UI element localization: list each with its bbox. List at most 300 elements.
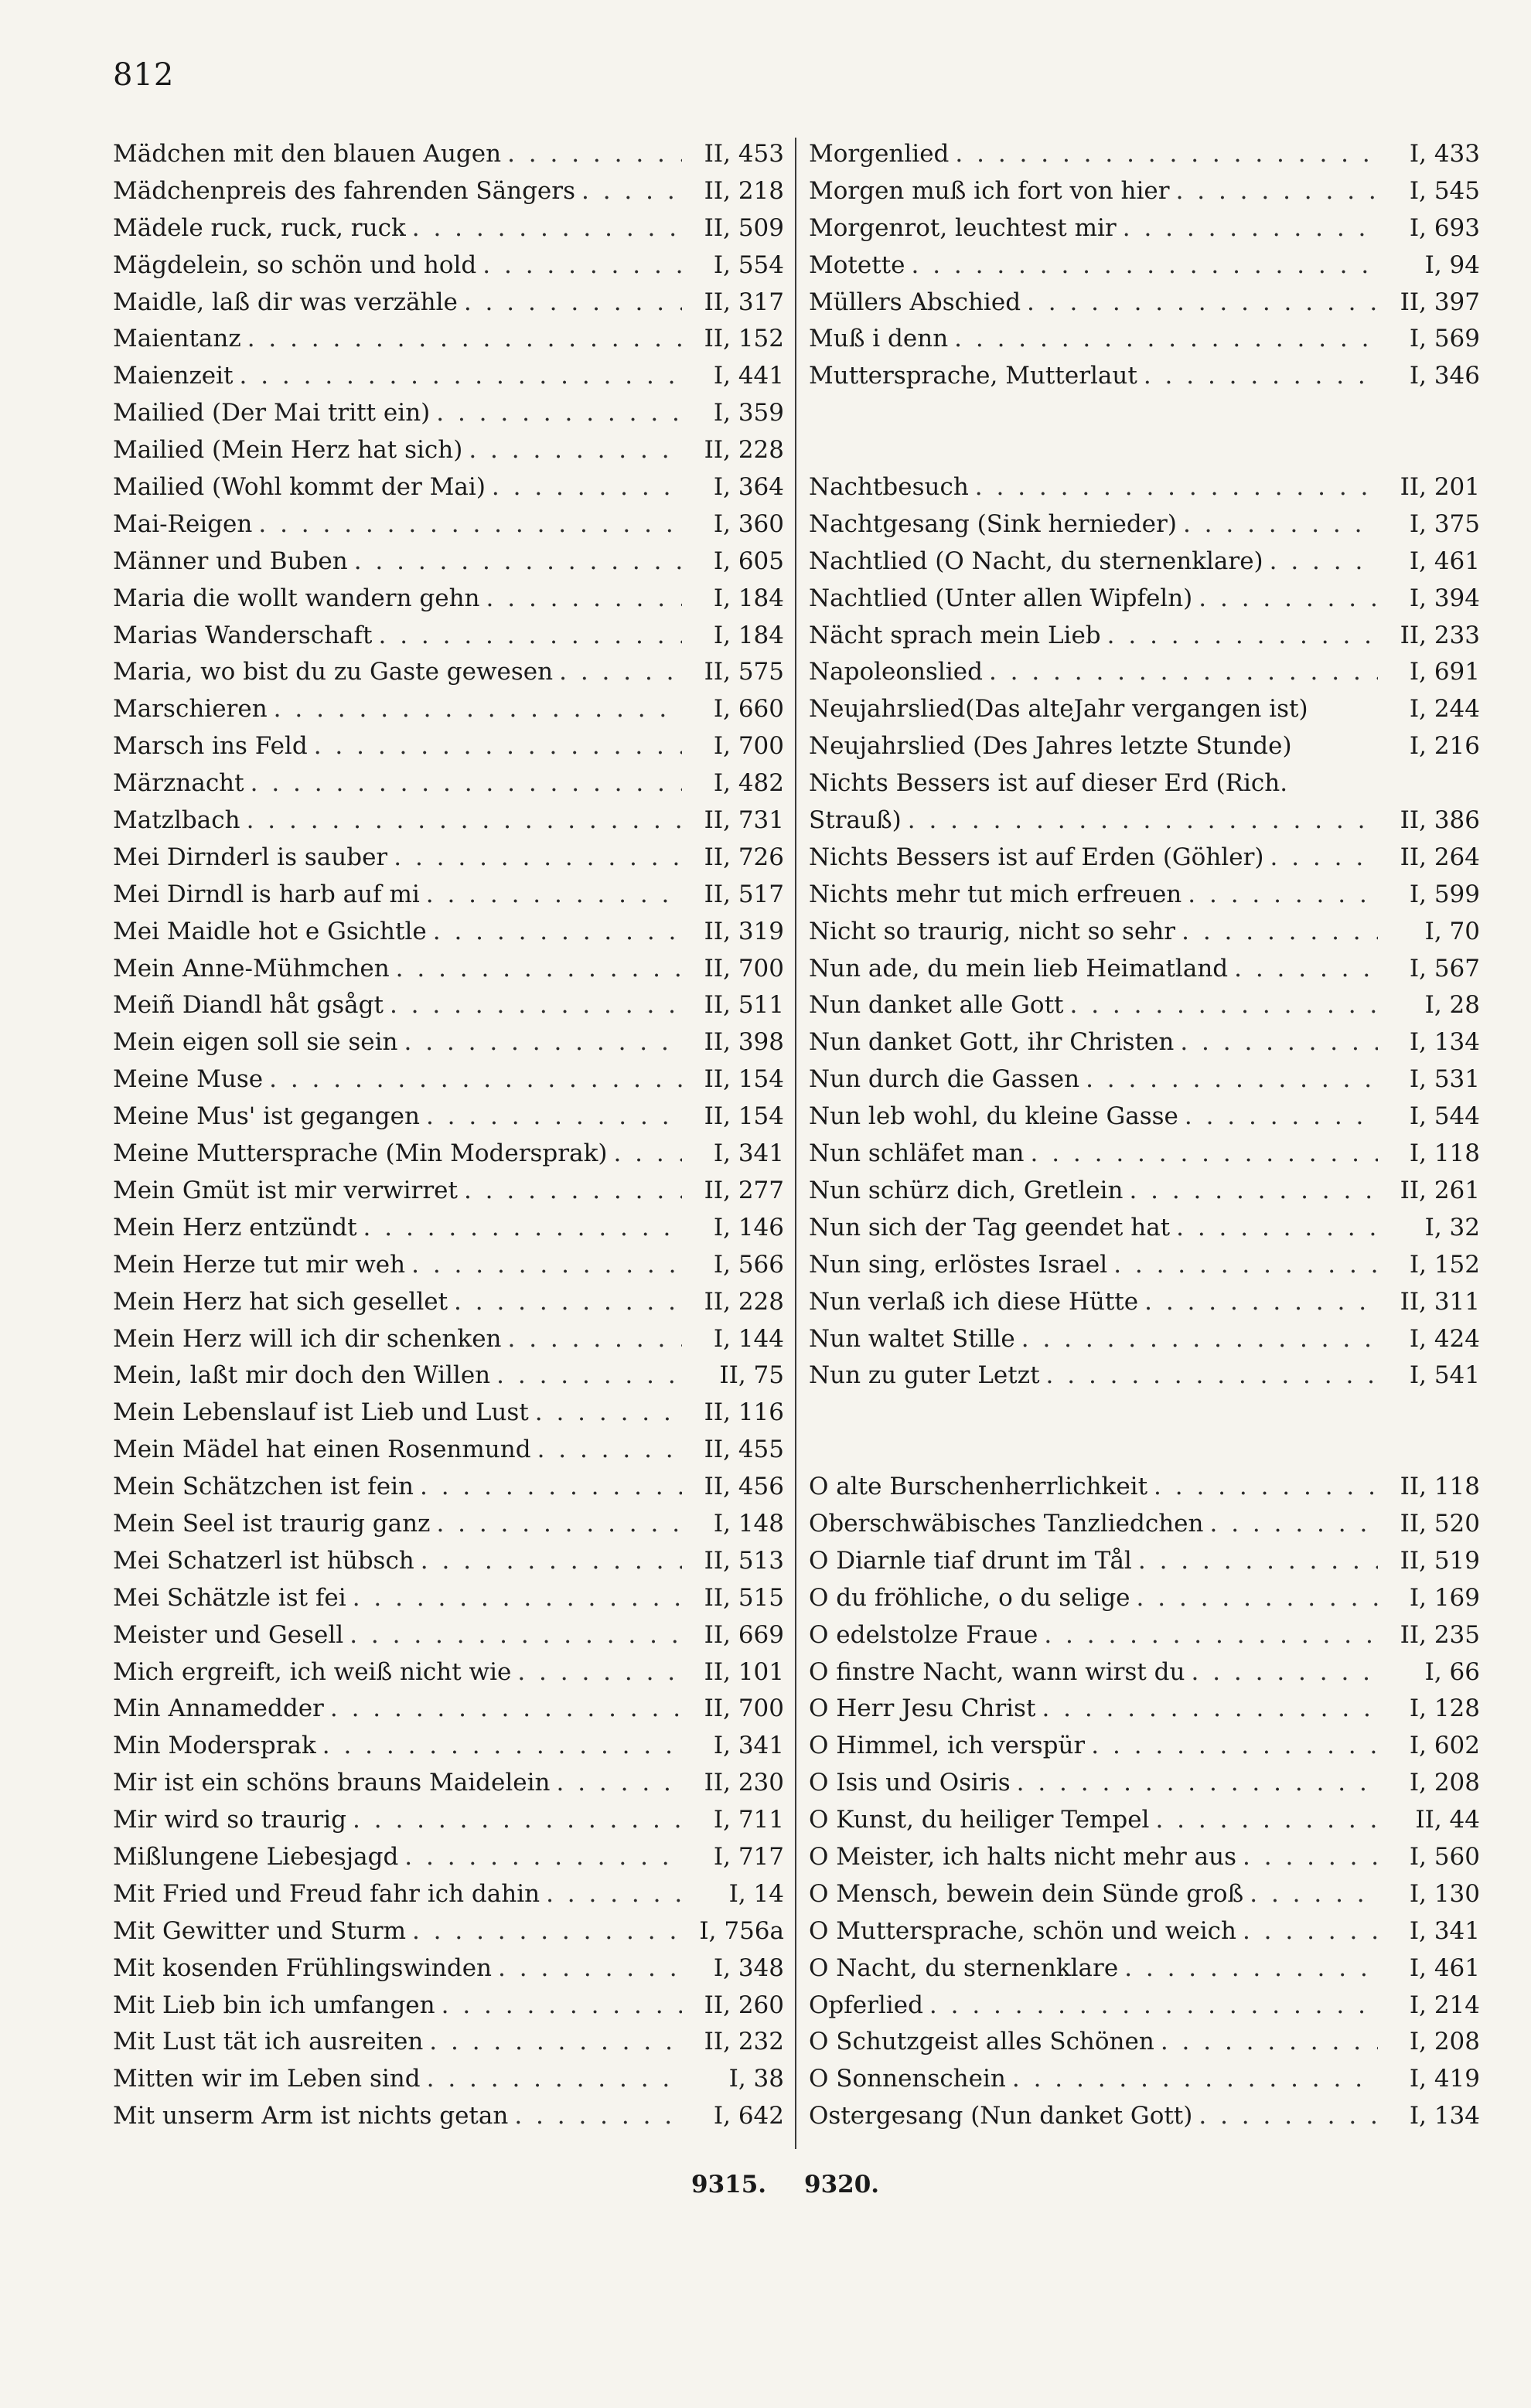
column-divider bbox=[795, 138, 796, 2149]
index-entry bbox=[809, 173, 1480, 210]
index-entry bbox=[809, 395, 1480, 432]
dot-leader bbox=[1091, 1728, 1378, 1765]
entry-reference: I, 569 bbox=[1409, 325, 1480, 353]
dot-leader bbox=[363, 1210, 682, 1247]
dot-leader bbox=[454, 1284, 682, 1321]
entry-reference: I, 184 bbox=[713, 621, 784, 649]
entry-reference: I, 419 bbox=[1409, 2065, 1480, 2093]
entry-reference: II, 669 bbox=[704, 1620, 784, 1649]
dot-leader bbox=[1181, 914, 1378, 951]
entry-title: Motette bbox=[809, 250, 905, 279]
entry-reference: II, 154 bbox=[704, 1102, 784, 1131]
entry-title: Mein Herz hat sich gesellet bbox=[113, 1287, 448, 1316]
dot-leader bbox=[350, 1617, 682, 1654]
entry-reference: I, 482 bbox=[713, 769, 784, 798]
index-entry bbox=[809, 543, 1480, 581]
entry-title: Nun zu guter Letzt bbox=[809, 1361, 1040, 1390]
entry-title: Mit Gewitter und Sturm bbox=[113, 1916, 406, 1945]
index-entry bbox=[113, 1839, 784, 1876]
entry-reference: II, 726 bbox=[704, 843, 784, 871]
entry-reference: I, 144 bbox=[713, 1324, 784, 1353]
entry-title: Mädchenpreis des fahrenden Sängers bbox=[113, 176, 576, 205]
entry-reference: I, 599 bbox=[1409, 880, 1480, 908]
index-entry bbox=[113, 1357, 784, 1395]
index-entry bbox=[113, 1024, 784, 1061]
index-entry bbox=[809, 432, 1480, 469]
entry-reference: I, 134 bbox=[1409, 1028, 1480, 1057]
entry-title: O Diarnle tiaf drunt im Tål bbox=[809, 1546, 1132, 1575]
dot-leader bbox=[378, 618, 682, 655]
entry-title: Mei Dirndl is harb auf mi bbox=[113, 880, 420, 908]
index-entry bbox=[113, 1802, 784, 1839]
dot-leader bbox=[1129, 1173, 1378, 1210]
entry-title: Mägdelein, so schön und hold bbox=[113, 250, 477, 279]
dot-leader bbox=[1185, 1098, 1378, 1136]
entry-reference: I, 375 bbox=[1409, 509, 1480, 538]
entry-title: Mädele ruck, ruck, ruck bbox=[113, 213, 406, 242]
entry-reference: I, 346 bbox=[1409, 362, 1480, 390]
index-entry bbox=[113, 1987, 784, 2025]
entry-title: O finstre Nacht, wann wirst du bbox=[809, 1657, 1185, 1686]
index-entry bbox=[809, 1987, 1480, 2025]
entry-title: Märznacht bbox=[113, 769, 244, 798]
dot-leader bbox=[1270, 543, 1378, 581]
dot-leader bbox=[955, 136, 1378, 173]
entry-reference: II, 152 bbox=[704, 325, 784, 353]
dot-leader bbox=[426, 1098, 682, 1136]
entry-reference: I, 128 bbox=[1409, 1694, 1480, 1723]
index-entry bbox=[809, 321, 1480, 358]
dot-leader bbox=[1155, 1802, 1378, 1839]
entry-title: Müllers Abschied bbox=[809, 288, 1021, 316]
dot-leader bbox=[274, 691, 682, 728]
dot-leader bbox=[1176, 1210, 1378, 1247]
index-entry bbox=[113, 914, 784, 951]
entry-title: Mein Herze tut mir weh bbox=[113, 1250, 406, 1279]
dot-leader bbox=[1144, 358, 1378, 395]
entry-title: O Mensch, bewein dein Sünde groß bbox=[809, 1879, 1244, 1908]
entry-reference: I, 567 bbox=[1409, 954, 1480, 983]
entry-reference: I, 208 bbox=[1409, 2028, 1480, 2056]
entry-reference: I, 94 bbox=[1424, 250, 1480, 279]
entry-reference: II, 230 bbox=[704, 1769, 784, 1797]
entry-reference: I, 208 bbox=[1409, 1769, 1480, 1797]
entry-reference: I, 341 bbox=[1409, 1916, 1480, 1945]
entry-title: Min Modersprak bbox=[113, 1732, 316, 1760]
entry-title: Mein Schätzchen ist fein bbox=[113, 1473, 414, 1501]
entry-title: Meiñ Diandl håt gsågt bbox=[113, 991, 384, 1020]
index-entry bbox=[113, 618, 784, 655]
index-entry bbox=[809, 1395, 1480, 1432]
entry-reference: I, 66 bbox=[1424, 1657, 1480, 1686]
index-entry bbox=[809, 1802, 1480, 1839]
dot-leader bbox=[1188, 877, 1378, 914]
entry-reference: II, 228 bbox=[704, 1287, 784, 1316]
entry-title: Maria die wollt wandern gehn bbox=[113, 584, 480, 612]
index-entry bbox=[809, 1950, 1480, 1987]
entry-reference: I, 691 bbox=[1409, 658, 1480, 686]
entry-reference: I, 360 bbox=[713, 509, 784, 538]
index-entry bbox=[809, 951, 1480, 988]
dot-leader bbox=[240, 358, 683, 395]
index-entry bbox=[113, 321, 784, 358]
entry-title: Nun sich der Tag geendet hat bbox=[809, 1213, 1171, 1241]
index-entry bbox=[809, 1061, 1480, 1098]
entry-title: Nun durch die Gassen bbox=[809, 1065, 1080, 1094]
index-entry bbox=[113, 2098, 784, 2135]
entry-title: Marias Wanderschaft bbox=[113, 621, 373, 649]
entry-title: Mißlungene Liebesjagd bbox=[113, 1842, 399, 1871]
dot-leader bbox=[507, 136, 682, 173]
dot-leader bbox=[1124, 1950, 1378, 1987]
entry-title: Morgen muß ich fort von hier bbox=[809, 176, 1170, 205]
dot-leader bbox=[404, 1024, 682, 1061]
signature-mark-right: 9320. bbox=[804, 2171, 880, 2199]
entry-reference: II, 228 bbox=[704, 436, 784, 465]
entry-reference: II, 233 bbox=[1400, 621, 1480, 649]
dot-leader bbox=[975, 469, 1378, 506]
entry-reference: I, 148 bbox=[713, 1509, 784, 1538]
dot-leader bbox=[1107, 618, 1378, 655]
entry-title: O Herr Jesu Christ bbox=[809, 1694, 1036, 1723]
dot-leader bbox=[517, 1654, 682, 1691]
dot-leader bbox=[433, 914, 682, 951]
dot-leader bbox=[1046, 1357, 1378, 1395]
index-entry bbox=[113, 506, 784, 543]
index-entry bbox=[113, 877, 784, 914]
dot-leader bbox=[258, 506, 682, 543]
index-entry bbox=[113, 1543, 784, 1580]
entry-title: Mich ergreift, ich weiß nicht wie bbox=[113, 1657, 512, 1686]
index-entry bbox=[113, 728, 784, 765]
entry-title: Mit kosenden Frühlingswinden bbox=[113, 1953, 493, 1982]
entry-reference: II, 201 bbox=[1400, 473, 1480, 502]
entry-title: Mein eigen soll sie sein bbox=[113, 1028, 398, 1057]
dot-leader bbox=[353, 1580, 682, 1617]
dot-leader bbox=[247, 802, 682, 840]
entry-reference: I, 711 bbox=[713, 1806, 784, 1834]
entry-title: Nun danket Gott, ihr Christen bbox=[809, 1028, 1175, 1057]
entry-title: Oberschwäbisches Tanzliedchen bbox=[809, 1509, 1204, 1538]
index-entry bbox=[809, 1580, 1480, 1617]
entry-reference: I, 341 bbox=[713, 1139, 784, 1168]
entry-reference: I, 693 bbox=[1409, 213, 1480, 242]
dot-leader bbox=[1123, 210, 1378, 247]
index-entry bbox=[809, 1321, 1480, 1358]
entry-reference: II, 517 bbox=[704, 880, 784, 908]
index-entry bbox=[113, 1432, 784, 1469]
index-entry bbox=[809, 1210, 1480, 1247]
entry-reference: I, 152 bbox=[1409, 1250, 1480, 1279]
entry-title: Nichts mehr tut mich erfreuen bbox=[809, 880, 1182, 908]
index-entry bbox=[113, 432, 784, 469]
dot-leader bbox=[469, 432, 682, 469]
index-entry bbox=[113, 1469, 784, 1506]
index-entry bbox=[809, 2024, 1480, 2061]
entry-reference: I, 184 bbox=[713, 584, 784, 612]
entry-title: Nun danket alle Gott bbox=[809, 991, 1064, 1020]
entry-title: Nachtgesang (Sink hernieder) bbox=[809, 509, 1177, 538]
entry-title: Meine Muttersprache (Min Modersprak) bbox=[113, 1139, 608, 1168]
index-entry bbox=[113, 951, 784, 988]
dot-leader bbox=[330, 1691, 682, 1728]
index-entry bbox=[113, 395, 784, 432]
entry-title: Muß i denn bbox=[809, 325, 949, 353]
entry-title: Mei Maidle hot e Gsichtle bbox=[113, 917, 427, 945]
entry-title: Min Annamedder bbox=[113, 1694, 324, 1723]
entry-reference: II, 311 bbox=[1400, 1287, 1480, 1316]
entry-title: Mei Dirnderl is sauber bbox=[113, 843, 388, 871]
entry-reference: I, 461 bbox=[1409, 1953, 1480, 1982]
index-entry bbox=[113, 1395, 784, 1432]
entry-title: O Kunst, du heiliger Tempel bbox=[809, 1806, 1150, 1834]
index-entry bbox=[809, 2061, 1480, 2098]
index-entry bbox=[113, 2061, 784, 2098]
index-entry bbox=[113, 765, 784, 802]
dot-leader bbox=[1113, 1247, 1378, 1284]
entry-title: Mit Lust tät ich ausreiten bbox=[113, 2028, 424, 2056]
entry-title: Nichts Bessers ist auf Erden (Göhler) bbox=[809, 843, 1264, 871]
index-entry bbox=[809, 1839, 1480, 1876]
entry-reference: II, 235 bbox=[1400, 1620, 1480, 1649]
entry-title: Nun leb wohl, du kleine Gasse bbox=[809, 1102, 1178, 1131]
entry-title: Mitten wir im Leben sind bbox=[113, 2065, 421, 2093]
dot-leader bbox=[1270, 840, 1379, 877]
index-entry bbox=[809, 987, 1480, 1024]
dot-leader bbox=[464, 1173, 682, 1210]
entry-title: Neujahrslied(Das alteJahr vergangen ist) bbox=[809, 695, 1308, 724]
entry-title: Mei Schätzle ist fei bbox=[113, 1583, 346, 1612]
entry-title: O alte Burschenherrlichkeit bbox=[809, 1473, 1148, 1501]
dot-leader bbox=[353, 1802, 682, 1839]
dot-leader bbox=[1027, 284, 1378, 322]
entry-reference: II, 154 bbox=[704, 1065, 784, 1094]
index-entry bbox=[113, 358, 784, 395]
entry-reference: I, 717 bbox=[713, 1842, 784, 1871]
entry-reference: II, 398 bbox=[704, 1028, 784, 1057]
entry-title: Maienzeit bbox=[113, 362, 234, 390]
dot-leader bbox=[1044, 1617, 1378, 1654]
entry-reference: II, 75 bbox=[719, 1361, 784, 1390]
index-entry bbox=[113, 210, 784, 247]
entry-title: Nun verlaß ich diese Hütte bbox=[809, 1287, 1139, 1316]
dot-leader bbox=[464, 284, 682, 322]
dot-leader bbox=[954, 321, 1378, 358]
entry-reference: II, 44 bbox=[1415, 1806, 1480, 1834]
index-entry bbox=[809, 840, 1480, 877]
dot-leader bbox=[426, 877, 682, 914]
entry-title: Mailied (Mein Herz hat sich) bbox=[113, 436, 463, 465]
index-entry bbox=[809, 1876, 1480, 1913]
dot-leader bbox=[1031, 1136, 1378, 1173]
entry-reference: I, 38 bbox=[728, 2065, 784, 2093]
index-entry bbox=[809, 728, 1480, 765]
index-entry bbox=[113, 1728, 784, 1765]
entry-title: Mein Seel ist traurig ganz bbox=[113, 1509, 431, 1538]
dot-leader bbox=[442, 1987, 682, 2025]
index-entry bbox=[809, 1617, 1480, 1654]
entry-reference: II, 261 bbox=[1400, 1176, 1480, 1204]
dot-leader bbox=[1017, 1765, 1378, 1802]
entry-reference: I, 70 bbox=[1424, 917, 1480, 945]
page-number: 812 bbox=[113, 57, 175, 93]
index-entry bbox=[809, 1284, 1480, 1321]
entry-reference: I, 424 bbox=[1409, 1324, 1480, 1353]
index-entry bbox=[113, 1321, 784, 1358]
entry-reference: I, 602 bbox=[1409, 1732, 1480, 1760]
index-entry bbox=[809, 1654, 1480, 1691]
entry-reference: II, 513 bbox=[704, 1546, 784, 1575]
entry-title: Mei Schatzerl ist hübsch bbox=[113, 1546, 414, 1575]
index-entry bbox=[113, 1654, 784, 1691]
entry-reference: I, 756a bbox=[699, 1916, 784, 1945]
index-entry bbox=[113, 1210, 784, 1247]
index-entry bbox=[113, 1098, 784, 1136]
entry-reference: II, 519 bbox=[1400, 1546, 1480, 1575]
entry-title: Marschieren bbox=[113, 695, 268, 724]
entry-reference: I, 394 bbox=[1409, 584, 1480, 612]
entry-title: Mit Lieb bin ich umfangen bbox=[113, 1991, 435, 2019]
index-entry bbox=[113, 2024, 784, 2061]
signature-mark-left: 9315. bbox=[691, 2171, 767, 2199]
index-entry bbox=[113, 543, 784, 581]
entry-reference: II, 277 bbox=[704, 1176, 784, 1204]
index-entry bbox=[113, 1876, 784, 1913]
index-entry bbox=[113, 1913, 784, 1950]
dot-leader bbox=[404, 1839, 682, 1876]
entry-title: Mein Anne-Mühmchen bbox=[113, 954, 390, 983]
entry-reference: II, 118 bbox=[1400, 1473, 1480, 1501]
index-entry bbox=[809, 1506, 1480, 1543]
entry-reference: II, 515 bbox=[704, 1583, 784, 1612]
entry-title: Mir ist ein schöns brauns Maidelein bbox=[113, 1769, 551, 1797]
index-entry bbox=[809, 654, 1480, 691]
dot-leader bbox=[1021, 1321, 1378, 1358]
entry-reference: I, 118 bbox=[1409, 1139, 1480, 1168]
entry-title: Männer und Buben bbox=[113, 547, 348, 575]
entry-reference: I, 134 bbox=[1409, 2102, 1480, 2130]
dot-leader bbox=[482, 247, 682, 284]
dot-leader bbox=[535, 1395, 682, 1432]
dot-leader bbox=[1234, 951, 1378, 988]
index-entry bbox=[809, 877, 1480, 914]
entry-title: Maria, wo bist du zu Gaste gewesen bbox=[113, 658, 554, 686]
index-entry bbox=[809, 1136, 1480, 1173]
index-entry bbox=[113, 284, 784, 322]
entry-title: Nun schläfet man bbox=[809, 1139, 1025, 1168]
dot-leader bbox=[1183, 506, 1378, 543]
entry-reference: I, 541 bbox=[1409, 1361, 1480, 1390]
entry-reference: I, 560 bbox=[1409, 1842, 1480, 1871]
entry-reference: II, 509 bbox=[704, 213, 784, 242]
dot-leader bbox=[929, 1987, 1378, 2025]
entry-title: Mir wird so traurig bbox=[113, 1806, 347, 1834]
dot-leader bbox=[1180, 1024, 1378, 1061]
entry-title: Mein Mädel hat einen Rosenmund bbox=[113, 1436, 531, 1464]
entry-title: O Schutzgeist alles Schönen bbox=[809, 2028, 1154, 2056]
dot-leader bbox=[1144, 1284, 1378, 1321]
index-entry bbox=[809, 284, 1480, 322]
dot-leader bbox=[1138, 1543, 1378, 1580]
entry-title: Mein Gmüt ist mir verwirret bbox=[113, 1176, 458, 1204]
entry-reference: II, 700 bbox=[704, 1694, 784, 1723]
entry-title: Nachtlied (O Nacht, du sternenklare) bbox=[809, 547, 1263, 575]
dot-leader bbox=[436, 1506, 682, 1543]
dot-leader bbox=[354, 543, 682, 581]
dot-leader bbox=[1176, 173, 1378, 210]
index-entry bbox=[809, 2098, 1480, 2135]
dot-leader bbox=[508, 1321, 682, 1358]
entry-title: Mit Fried und Freud fahr ich dahin bbox=[113, 1879, 540, 1908]
entry-reference: II, 520 bbox=[1400, 1509, 1480, 1538]
entry-reference: I, 341 bbox=[713, 1732, 784, 1760]
dot-leader bbox=[1012, 2061, 1378, 2098]
entry-title: Marsch ins Feld bbox=[113, 732, 308, 761]
entry-reference: I, 32 bbox=[1424, 1213, 1480, 1241]
index-entry bbox=[809, 765, 1480, 802]
index-entry bbox=[113, 1247, 784, 1284]
entry-reference: I, 461 bbox=[1409, 547, 1480, 575]
index-entry bbox=[113, 654, 784, 691]
entry-title: Mailied (Der Mai tritt ein) bbox=[113, 399, 431, 427]
entry-title: Ostergesang (Nun danket Gott) bbox=[809, 2102, 1193, 2130]
entry-reference: I, 531 bbox=[1409, 1065, 1480, 1094]
entry-reference: II, 453 bbox=[704, 140, 784, 168]
entry-reference: I, 660 bbox=[713, 695, 784, 724]
entry-reference: I, 566 bbox=[713, 1250, 784, 1279]
index-entry bbox=[113, 1173, 784, 1210]
entry-title: Nachtlied (Unter allen Wipfeln) bbox=[809, 584, 1193, 612]
entry-title: Nichts Bessers ist auf dieser Erd (Rich. bbox=[809, 769, 1288, 798]
entry-title: Napoleonslied bbox=[809, 658, 983, 686]
index-entry bbox=[113, 691, 784, 728]
entry-reference: II, 455 bbox=[704, 1436, 784, 1464]
entry-title: Mein Lebenslauf ist Lieb und Lust bbox=[113, 1398, 529, 1427]
dot-leader bbox=[496, 1357, 682, 1395]
entry-title: Mein Herz will ich dir schenken bbox=[113, 1324, 502, 1353]
index-entry bbox=[809, 1543, 1480, 1580]
index-entry bbox=[113, 581, 784, 618]
entry-reference: II, 317 bbox=[704, 288, 784, 316]
entry-title: Mein, laßt mir doch den Willen bbox=[113, 1361, 491, 1390]
index-entry bbox=[809, 618, 1480, 655]
entry-reference: II, 731 bbox=[704, 806, 784, 835]
dot-leader bbox=[486, 581, 682, 618]
index-entry bbox=[809, 1432, 1480, 1469]
index-entry bbox=[809, 1357, 1480, 1395]
entry-title: Meine Muse bbox=[113, 1065, 264, 1094]
entry-title: Nun ade, du mein lieb Heimatland bbox=[809, 954, 1229, 983]
dot-leader bbox=[1042, 1691, 1378, 1728]
entry-title: Strauß) bbox=[809, 806, 902, 835]
index-entry bbox=[113, 802, 784, 840]
dot-leader bbox=[1210, 1506, 1379, 1543]
entry-title: Nun schürz dich, Gretlein bbox=[809, 1176, 1124, 1204]
index-entry bbox=[809, 136, 1480, 173]
dot-leader bbox=[390, 987, 682, 1024]
entry-reference: I, 433 bbox=[1409, 140, 1480, 168]
entry-reference: II, 386 bbox=[1400, 806, 1480, 835]
entry-reference: I, 545 bbox=[1409, 176, 1480, 205]
entry-title: Morgenlied bbox=[809, 140, 950, 168]
entry-reference: I, 28 bbox=[1424, 991, 1480, 1020]
dot-leader bbox=[556, 1765, 682, 1802]
dot-leader bbox=[537, 1432, 682, 1469]
entry-reference: II, 456 bbox=[704, 1473, 784, 1501]
entry-title: Meine Mus' ist gegangen bbox=[113, 1102, 420, 1131]
index-entry bbox=[809, 581, 1480, 618]
entry-title: O Isis und Osiris bbox=[809, 1769, 1011, 1797]
